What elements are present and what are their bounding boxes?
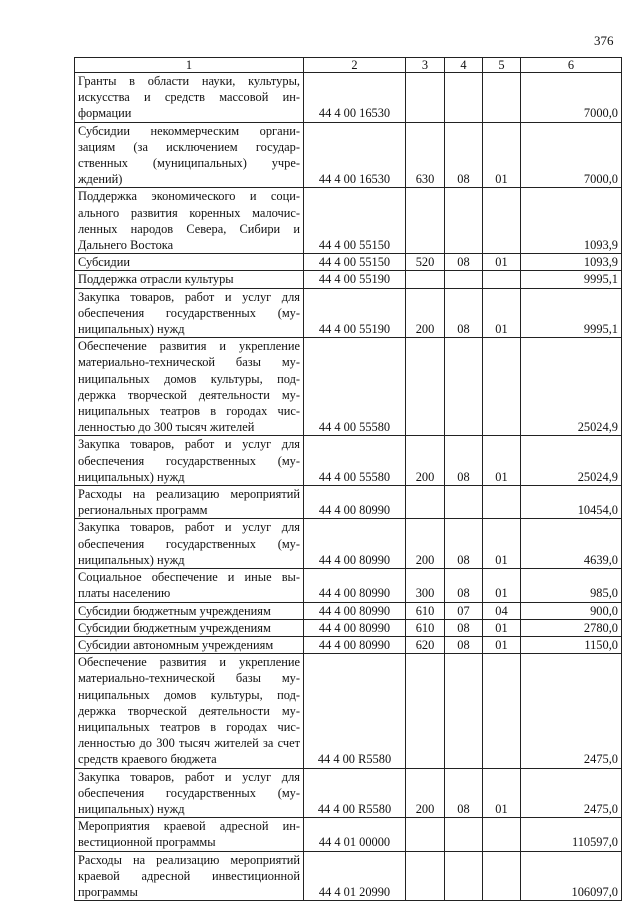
budget-table bbox=[74, 57, 622, 901]
row-name-cell: Субсидии бюджетным учреждениям bbox=[75, 602, 304, 619]
row-rz-cell bbox=[445, 73, 483, 123]
row-vr-cell bbox=[406, 188, 445, 254]
row-vr-cell: 200 bbox=[406, 288, 445, 338]
table-row bbox=[75, 636, 622, 653]
row-name-cell: Мероприятия краевой адресной ин-вестиционной программы bbox=[75, 818, 304, 851]
row-vr-cell bbox=[406, 654, 445, 768]
row-code-cell: 44 4 00 80990 bbox=[304, 486, 406, 519]
row-code-cell: 44 4 00 80990 bbox=[304, 569, 406, 602]
table-row bbox=[75, 519, 622, 569]
row-vr-cell: 200 bbox=[406, 768, 445, 818]
row-code-cell: 44 4 00 R5580 bbox=[304, 768, 406, 818]
row-pr-cell bbox=[483, 486, 521, 519]
row-rz-cell: 08 bbox=[445, 254, 483, 271]
row-name-cell: Поддержка отрасли культуры bbox=[75, 271, 304, 288]
table-row bbox=[75, 271, 622, 288]
row-rz-cell: 08 bbox=[445, 122, 483, 188]
header-cell: 3 bbox=[406, 58, 445, 73]
row-code-cell: 44 4 00 80990 bbox=[304, 519, 406, 569]
row-pr-cell bbox=[483, 851, 521, 901]
row-vr-cell bbox=[406, 271, 445, 288]
row-amount-cell: 9995,1 bbox=[521, 288, 622, 338]
row-rz-cell bbox=[445, 271, 483, 288]
row-rz-cell: 08 bbox=[445, 619, 483, 636]
row-pr-cell: 01 bbox=[483, 636, 521, 653]
row-pr-cell bbox=[483, 271, 521, 288]
row-code-cell: 44 4 00 55580 bbox=[304, 338, 406, 436]
row-rz-cell: 08 bbox=[445, 436, 483, 486]
row-vr-cell: 610 bbox=[406, 602, 445, 619]
row-rz-cell bbox=[445, 818, 483, 851]
row-pr-cell: 04 bbox=[483, 602, 521, 619]
row-amount-cell: 10454,0 bbox=[521, 486, 622, 519]
row-rz-cell: 08 bbox=[445, 636, 483, 653]
row-amount-cell: 2475,0 bbox=[521, 768, 622, 818]
row-code-cell: 44 4 00 16530 bbox=[304, 122, 406, 188]
row-rz-cell: 07 bbox=[445, 602, 483, 619]
table-body bbox=[75, 73, 622, 901]
row-pr-cell: 01 bbox=[483, 569, 521, 602]
row-rz-cell: 08 bbox=[445, 519, 483, 569]
row-rz-cell bbox=[445, 486, 483, 519]
row-code-cell: 44 4 00 55580 bbox=[304, 436, 406, 486]
row-amount-cell: 4639,0 bbox=[521, 519, 622, 569]
row-name-cell: Обеспечение развития и укрепление материально-технической базы му-ниципальных домов культуры, под-держка творческой деятельности му-ниципальных театров в городах чис-ленностью до 300 тысяч жителей bbox=[75, 338, 304, 436]
row-vr-cell bbox=[406, 73, 445, 123]
row-code-cell: 44 4 00 R5580 bbox=[304, 654, 406, 768]
row-vr-cell: 520 bbox=[406, 254, 445, 271]
row-pr-cell bbox=[483, 188, 521, 254]
table-row bbox=[75, 654, 622, 768]
table-row bbox=[75, 73, 622, 123]
header-cell: 1 bbox=[75, 58, 304, 73]
row-pr-cell: 01 bbox=[483, 288, 521, 338]
row-vr-cell: 200 bbox=[406, 519, 445, 569]
table-row bbox=[75, 486, 622, 519]
row-name-cell: Субсидии автономным учреждениям bbox=[75, 636, 304, 653]
row-rz-cell: 08 bbox=[445, 569, 483, 602]
row-code-cell: 44 4 00 55150 bbox=[304, 188, 406, 254]
table-row bbox=[75, 436, 622, 486]
table-row bbox=[75, 569, 622, 602]
row-rz-cell: 08 bbox=[445, 768, 483, 818]
row-amount-cell: 106097,0 bbox=[521, 851, 622, 901]
row-rz-cell bbox=[445, 188, 483, 254]
row-pr-cell: 01 bbox=[483, 519, 521, 569]
row-amount-cell: 1093,9 bbox=[521, 254, 622, 271]
row-pr-cell bbox=[483, 338, 521, 436]
row-amount-cell: 9995,1 bbox=[521, 271, 622, 288]
row-pr-cell: 01 bbox=[483, 768, 521, 818]
row-code-cell: 44 4 00 80990 bbox=[304, 619, 406, 636]
row-amount-cell: 7000,0 bbox=[521, 73, 622, 123]
row-name-cell: Обеспечение развития и укрепление материально-технической базы му-ниципальных домов культуры, под-держка творческой деятельности му-ниципальных театров в городах чис-ленностью до 300 тысяч жителей за счет средств краевого бюджета bbox=[75, 654, 304, 768]
row-vr-cell bbox=[406, 851, 445, 901]
row-name-cell: Гранты в области науки, культуры, искусства и средств массовой ин-формации bbox=[75, 73, 304, 123]
row-vr-cell bbox=[406, 486, 445, 519]
row-pr-cell: 01 bbox=[483, 436, 521, 486]
row-vr-cell: 630 bbox=[406, 122, 445, 188]
row-name-cell: Субсидии некоммерческим органи-зациям (за исключением государ-ственных (муниципальных) учре-ждений) bbox=[75, 122, 304, 188]
row-pr-cell: 01 bbox=[483, 122, 521, 188]
header-cell: 5 bbox=[483, 58, 521, 73]
table-row bbox=[75, 188, 622, 254]
row-pr-cell bbox=[483, 654, 521, 768]
row-amount-cell: 1150,0 bbox=[521, 636, 622, 653]
header-cell: 6 bbox=[521, 58, 622, 73]
row-amount-cell: 985,0 bbox=[521, 569, 622, 602]
row-amount-cell: 25024,9 bbox=[521, 338, 622, 436]
row-name-cell: Закупка товаров, работ и услуг для обеспечения государственных (му-ниципальных) нужд bbox=[75, 519, 304, 569]
row-vr-cell: 300 bbox=[406, 569, 445, 602]
header-row bbox=[75, 58, 622, 73]
table-row bbox=[75, 768, 622, 818]
table-row bbox=[75, 288, 622, 338]
table-row bbox=[75, 851, 622, 901]
row-name-cell: Закупка товаров, работ и услуг для обеспечения государственных (му-ниципальных) нужд bbox=[75, 436, 304, 486]
row-vr-cell: 620 bbox=[406, 636, 445, 653]
row-name-cell: Поддержка экономического и соци-ального развития коренных малочис-ленных народов Севера, Сибири и Дальнего Востока bbox=[75, 188, 304, 254]
row-pr-cell bbox=[483, 818, 521, 851]
row-vr-cell: 200 bbox=[406, 436, 445, 486]
table-row bbox=[75, 338, 622, 436]
row-pr-cell: 01 bbox=[483, 619, 521, 636]
row-name-cell: Социальное обеспечение и иные вы-платы населению bbox=[75, 569, 304, 602]
row-amount-cell: 7000,0 bbox=[521, 122, 622, 188]
page-number: 376 bbox=[594, 33, 614, 48]
row-name-cell: Субсидии bbox=[75, 254, 304, 271]
row-code-cell: 44 4 00 55150 bbox=[304, 254, 406, 271]
table-row bbox=[75, 619, 622, 636]
row-code-cell: 44 4 01 20990 bbox=[304, 851, 406, 901]
row-name-cell: Расходы на реализацию мероприятий краевой адресной инвестиционной программы bbox=[75, 851, 304, 901]
table-row bbox=[75, 818, 622, 851]
table-row bbox=[75, 122, 622, 188]
row-pr-cell bbox=[483, 73, 521, 123]
row-amount-cell: 900,0 bbox=[521, 602, 622, 619]
row-name-cell: Закупка товаров, работ и услуг для обеспечения государственных (му-ниципальных) нужд bbox=[75, 288, 304, 338]
row-code-cell: 44 4 00 16530 bbox=[304, 73, 406, 123]
row-rz-cell bbox=[445, 851, 483, 901]
row-rz-cell bbox=[445, 338, 483, 436]
row-amount-cell: 110597,0 bbox=[521, 818, 622, 851]
row-code-cell: 44 4 00 80990 bbox=[304, 636, 406, 653]
row-pr-cell: 01 bbox=[483, 254, 521, 271]
row-amount-cell: 1093,9 bbox=[521, 188, 622, 254]
row-vr-cell bbox=[406, 818, 445, 851]
row-code-cell: 44 4 00 55190 bbox=[304, 271, 406, 288]
row-amount-cell: 2780,0 bbox=[521, 619, 622, 636]
row-vr-cell bbox=[406, 338, 445, 436]
row-code-cell: 44 4 00 55190 bbox=[304, 288, 406, 338]
row-code-cell: 44 4 01 00000 bbox=[304, 818, 406, 851]
row-vr-cell: 610 bbox=[406, 619, 445, 636]
row-amount-cell: 2475,0 bbox=[521, 654, 622, 768]
row-name-cell: Расходы на реализацию мероприятий региональных программ bbox=[75, 486, 304, 519]
header-cell: 4 bbox=[445, 58, 483, 73]
row-amount-cell: 25024,9 bbox=[521, 436, 622, 486]
table-row bbox=[75, 254, 622, 271]
row-rz-cell bbox=[445, 654, 483, 768]
row-name-cell: Субсидии бюджетным учреждениям bbox=[75, 619, 304, 636]
row-rz-cell: 08 bbox=[445, 288, 483, 338]
table-row bbox=[75, 602, 622, 619]
header-cell: 2 bbox=[304, 58, 406, 73]
row-name-cell: Закупка товаров, работ и услуг для обеспечения государственных (му-ниципальных) нужд bbox=[75, 768, 304, 818]
row-code-cell: 44 4 00 80990 bbox=[304, 602, 406, 619]
